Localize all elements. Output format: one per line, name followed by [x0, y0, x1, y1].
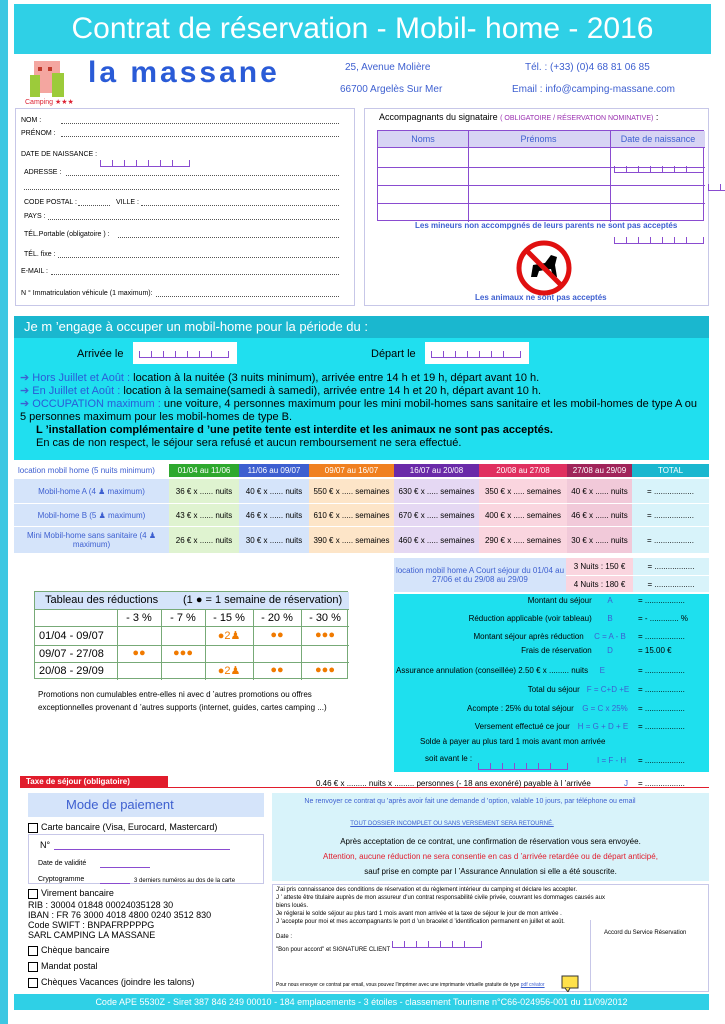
sign-date-field[interactable]: [392, 938, 482, 948]
red-r1-c20: ●●: [270, 629, 284, 641]
row-b-p3[interactable]: 610 € x ..... semaines: [309, 504, 394, 526]
renvoi-line-5: sauf prise en compte par l ’Assurance Annulation si elle a été souscrite.: [364, 867, 617, 876]
calc-reduction-code: B: [607, 614, 613, 623]
court-sejour-label: location mobil home A Court séjour du 01/04 au 27/06 et du 29/08 au 29/09: [394, 558, 566, 592]
promo-note: Promotions non cumulables entre-elles ni avec d ’autres promotions ou offres exceptionnelles provenant d ’autres supports (internet, guides, cartes camping ...): [38, 690, 327, 712]
cb-checkbox[interactable]: [28, 823, 38, 833]
rule3-text: une voiture, 4 personnes maximum pour les mini mobil-homes sans sanitaire et les mobil-homes de type A ou 5 personnes maximum pour les mobil-homes de type B.: [20, 398, 698, 423]
pay-cheque: [28, 945, 110, 956]
footer: Code APE 5530Z - Siret 387 846 249 00010 - 184 emplacements - 3 étoiles - classement Tourisme n°C66-024956-001 du 11/09/2012: [14, 994, 709, 1010]
accomp-note: ( OBLIGATOIRE / RÉSERVATION NOMINATIVE): [500, 115, 654, 122]
taxe-value[interactable]: = ..................: [638, 779, 685, 788]
red-r3-c20: ●●: [270, 664, 284, 676]
tarif-head-p4: 16/07 au 20/08: [394, 464, 479, 477]
sign-term-4: J ’accepte pour moi et mes accompagnants le port d ’un bracelet d ’identification permanent en juillet et août.: [276, 919, 565, 925]
calc-acompte: [394, 704, 634, 713]
address-line-1: 25, Avenue Molière: [345, 62, 431, 73]
row-mini-p3[interactable]: 390 € x ..... semaines: [309, 527, 394, 553]
row-mini-p2[interactable]: 30 € x ...... nuits: [239, 527, 309, 553]
stars-label: Camping ★★★: [25, 99, 74, 106]
swift: Code SWIFT : BNPAFRPPPPG: [28, 920, 155, 930]
accomp-table: [377, 130, 704, 221]
pays-field[interactable]: [48, 219, 339, 220]
mandat-label: Mandat postal: [41, 961, 98, 971]
calc-montant: [394, 596, 634, 605]
sarl: SARL CAMPING LA MASSANE: [28, 930, 156, 940]
minors-note: Les mineurs non accompgnés de leurs parents ne sont pas acceptés: [415, 221, 678, 230]
arrow-icon: ➔: [20, 385, 30, 397]
accomp-dob-4[interactable]: [614, 234, 704, 244]
adresse-field-2[interactable]: [24, 189, 339, 190]
rule1-label: Hors Juillet et Août :: [32, 372, 131, 384]
calc-montant-label: Montant du séjour: [527, 596, 592, 605]
crypto-field[interactable]: [100, 874, 130, 884]
red-r3-c30: ●●●: [315, 664, 335, 676]
reductions-legend: (1 ● = 1 semaine de réservation): [183, 594, 343, 606]
dob-label: DATE DE NAISSANCE :: [21, 151, 98, 158]
bank-details: [28, 900, 211, 940]
row-b-p4[interactable]: 670 € x ..... semaines: [394, 504, 479, 526]
court-4nuits-total[interactable]: = ..................: [633, 576, 709, 592]
cheque-checkbox[interactable]: [28, 946, 38, 956]
calc-montant-value[interactable]: = ..................: [638, 596, 685, 605]
pdf-note-text: Pour nous envoyer ce contrat par email, vous pouvez l'imprimer avec une imprimante virtuelle gratuite de type: [276, 982, 520, 988]
cheque-label: Chèque bancaire: [41, 945, 110, 955]
row-b-label: Mobil-home B (5 ♟ maximum): [14, 504, 169, 526]
red-r1-c30: ●●●: [315, 629, 335, 641]
pdf-creator-icon[interactable]: [560, 974, 580, 992]
solde-code: I = F - H: [597, 756, 627, 765]
virement-label: Virement bancaire: [41, 888, 114, 898]
court-4nuits[interactable]: 4 Nuits : 180 €: [566, 576, 633, 592]
solde-value[interactable]: = ..................: [638, 756, 685, 765]
rule2-text: location à la semaine(samedi à samedi), arrivée entre 14 h et 20 h, départ avant 10 h.: [123, 385, 542, 397]
prenom-label: PRÉNOM :: [21, 130, 56, 137]
row-b-p6[interactable]: 46 € x ...... nuits: [567, 504, 632, 526]
row-a-p3[interactable]: 550 € x ..... semaines: [309, 479, 394, 503]
calc-assurance-value[interactable]: = ..................: [638, 666, 685, 675]
depart-field[interactable]: [425, 342, 529, 364]
tarif-head-p1: 01/04 au 11/06: [169, 464, 239, 477]
calc-reduction-value[interactable]: = - ............. %: [638, 614, 689, 623]
row-a-p5[interactable]: 350 € x ..... semaines: [479, 479, 567, 503]
arrow-icon: ➔: [20, 372, 30, 384]
no-dogs-icon: [515, 239, 573, 297]
virement-checkbox[interactable]: [28, 889, 38, 899]
red-period-3: 20/08 - 29/09: [39, 665, 104, 677]
renvoi-line-1: Ne renvoyer ce contrat qu ’après avoir fait une demande d ’option, valable 10 jours, par téléphone ou email: [304, 798, 636, 805]
red-col-15: - 15 %: [213, 612, 245, 624]
row-b-p2[interactable]: 46 € x ...... nuits: [239, 504, 309, 526]
sign-term-3: Je réglerai le solde séjour au plus tard 1 mois avant mon arrivée et la taxe de séjour le jour de mon arrivée .: [276, 911, 562, 917]
accord-label: Accord du Service Réservation: [604, 930, 687, 936]
validite-label: Date de validité: [38, 860, 87, 867]
email-field[interactable]: [51, 274, 339, 275]
telfixe-label: TÉL. fixe :: [24, 251, 56, 258]
row-b-p1[interactable]: 43 € x ...... nuits: [169, 504, 239, 526]
rule5-text: En cas de non respect, le séjour sera refusé et aucun remboursement ne sera effectué.: [36, 437, 462, 449]
pay-mandat: [28, 961, 98, 972]
red-r1-c15: ●2♟: [217, 630, 241, 642]
row-mini-total[interactable]: = ..................: [632, 527, 709, 553]
calc-frais-code: D: [607, 646, 613, 655]
prenom-field[interactable]: [61, 136, 339, 137]
calc-acompte-value[interactable]: = ..................: [638, 704, 685, 713]
nom-label: NOM :: [21, 117, 42, 124]
calc-reduction-label: Réduction applicable (voir tableau): [468, 614, 592, 623]
renvoi-line-4: Attention, aucune réduction ne sera consentie en cas d ’arrivée retardée ou de départ anticipé,: [323, 852, 658, 861]
court-3nuits[interactable]: 3 Nuits : 150 €: [566, 558, 633, 575]
row-b-total[interactable]: = ..................: [632, 504, 709, 526]
ville-label: VILLE :: [116, 199, 139, 206]
row-mini-label: Mini Mobil-home sans sanitaire (4 ♟ maximum): [14, 527, 169, 553]
crypto-note: 3 derniers numéros au dos de la carte: [134, 878, 236, 884]
immat-field[interactable]: [156, 296, 339, 297]
tarif-head-p5: 20/08 au 27/08: [479, 464, 567, 477]
accomp-dob-2[interactable]: [708, 181, 725, 191]
calc-total: [394, 685, 634, 694]
crypto-label: Cryptogramme: [38, 876, 85, 883]
red-period-2: 09/07 - 27/08: [39, 648, 104, 660]
pay-virement: [28, 888, 114, 899]
cb-label: Carte bancaire (Visa, Eurocard, Mastercard): [41, 822, 218, 832]
calc-versement-label: Versement effectué ce jour: [474, 722, 570, 731]
calc-frais-label: Frais de réservation: [521, 646, 592, 655]
signature-label: "Bon pour accord" et SIGNATURE CLIENT: [276, 947, 391, 953]
calc-total-value[interactable]: = ..................: [638, 685, 685, 694]
arrivee-label: Arrivée le: [77, 348, 124, 360]
telfixe-field[interactable]: [58, 257, 339, 258]
engage-rules: [20, 372, 700, 450]
accomp-title: Accompagnants du signataire: [379, 112, 498, 122]
nom-field[interactable]: [61, 123, 339, 124]
pay-vacances: [28, 977, 194, 988]
row-a-p6[interactable]: 40 € x ...... nuits: [567, 479, 632, 503]
col-prenoms: Prénoms: [468, 131, 608, 148]
accomp-colon: :: [655, 112, 659, 122]
address-line-2: 66700 Argelès Sur Mer: [340, 84, 443, 95]
left-border: [0, 0, 8, 1024]
red-col-30: - 30 %: [309, 612, 341, 624]
client-info-box: [15, 108, 355, 306]
accomp-dob-1[interactable]: [614, 163, 704, 173]
tarif-head-label: location mobil home (5 nuits minimum): [14, 464, 169, 477]
rule4-text: L ’installation complémentaire d ’une petite tente est interdite et les animaux ne sont pas acceptés.: [36, 424, 553, 436]
iban: IBAN : FR 76 3000 4018 4800 0240 3512 830: [28, 910, 212, 920]
brand-name: la massane: [88, 56, 280, 89]
calc-acompte-code: G = C x 25%: [582, 704, 628, 713]
mandat-checkbox[interactable]: [28, 962, 38, 972]
calc-apres-value[interactable]: = ..................: [638, 632, 685, 641]
cp-label: CODE POSTAL :: [24, 199, 77, 206]
rule3-label: OCCUPATION maximum :: [32, 398, 161, 410]
sign-term-2: J ’ atteste être titulaire auprès de mon assureur d’un contrat responsabilité civile privée, couvrant les dommages causés aux biens loués.: [276, 895, 605, 909]
page-title: Contrat de réservation - Mobil- home - 2016: [14, 4, 711, 54]
row-a-p2[interactable]: 40 € x ...... nuits: [239, 479, 309, 503]
row-mini-p5[interactable]: 290 € x ..... semaines: [479, 527, 567, 553]
court-3nuits-total[interactable]: = ..................: [633, 558, 709, 575]
arrivee-field[interactable]: [133, 342, 237, 364]
card-number-field[interactable]: [54, 840, 230, 850]
calc-apres: [394, 632, 634, 641]
calc-reduction: [394, 614, 634, 623]
calc-montant-code: A: [607, 596, 613, 605]
row-a-p1[interactable]: 36 € x ...... nuits: [169, 479, 239, 503]
row-mini-p6[interactable]: 30 € x ...... nuits: [567, 527, 632, 553]
dob-field[interactable]: [100, 157, 190, 167]
calc-acompte-label: Acompte : 25% du total séjour: [467, 704, 574, 713]
red-r2-c7: ●●●: [173, 647, 193, 659]
pdf-creator-link[interactable]: pdf créator: [520, 982, 545, 988]
solde-line-1: Solde à payer au plus tard 1 mois avant mon arrivée: [420, 737, 606, 746]
ville-field[interactable]: [141, 205, 339, 206]
telport-label: TÉL.Portable (obligatoire ) :: [24, 231, 110, 238]
sign-terms: [276, 886, 616, 926]
red-r3-c15: ●2♟: [217, 665, 241, 677]
animals-note: Les animaux ne sont pas acceptés: [475, 293, 607, 302]
calc-frais-value: = 15.00 €: [638, 646, 672, 655]
red-col-20: - 20 %: [261, 612, 293, 624]
calc-frais: [394, 646, 634, 655]
vacances-checkbox[interactable]: [28, 978, 38, 988]
calc-assurance-code: E: [599, 666, 606, 675]
sign-date-label: Date :: [276, 934, 293, 940]
taxe-label: Taxe de séjour (obligatoire): [20, 776, 168, 787]
renvoi-line-2: TOUT DOSSIER INCOMPLET OU SANS VERSEMENT SERA RETOURNÉ.: [350, 821, 554, 827]
sign-term-1: J'ai pris connaissance des conditions de réservation et du règlement intérieur du camping et déclare les accepter.: [276, 887, 577, 893]
accomp-box: [364, 108, 709, 306]
red-r2-c3: ●●: [132, 647, 146, 659]
pdf-note: [276, 982, 545, 988]
immat-label: N ° Immatriculation véhicule (1 maximum):: [21, 290, 153, 297]
rule1-text: location à la nuitée (3 nuits minimum), arrivée entre 14 h et 19 h, départ avant 10 h.: [133, 372, 540, 384]
pays-label: PAYS :: [24, 213, 46, 220]
tarif-head-p3: 09/07 au 16/07: [309, 464, 394, 477]
adresse-label: ADRESSE :: [24, 169, 62, 176]
col-dob: Date de naissance: [610, 131, 705, 148]
cp-field[interactable]: [78, 205, 110, 206]
paiement-title: Mode de paiement: [28, 793, 264, 817]
row-mini-p1[interactable]: 26 € x ...... nuits: [169, 527, 239, 553]
adresse-field[interactable]: [66, 175, 339, 176]
row-b-p5[interactable]: 400 € x ..... semaines: [479, 504, 567, 526]
calc-versement-value[interactable]: = ..................: [638, 722, 685, 731]
tarif-table: [14, 464, 709, 554]
red-col-3: - 3 %: [126, 612, 152, 624]
calc-total-code: F = C+D +E: [586, 685, 630, 694]
reductions-table: [34, 591, 348, 679]
telport-field[interactable]: [118, 237, 339, 238]
renvoi-line-3: Après acceptation de ce contrat, une confirmation de réservation vous sera envoyée.: [340, 837, 641, 846]
phone: Tél. : (+33) (0)4 68 81 06 85: [525, 62, 650, 73]
engage-banner: Je m ’engage à occuper un mobil-home pour la période du :: [14, 316, 709, 338]
taxe-code: J: [624, 779, 628, 788]
vacances-label: Chèques Vacances (joindre les talons): [41, 977, 195, 987]
red-col-7: - 7 %: [170, 612, 196, 624]
validite-field[interactable]: [100, 858, 150, 868]
email-label: E-MAIL :: [21, 268, 48, 275]
pay-cb: [28, 822, 217, 833]
castle-logo-icon: [20, 55, 80, 103]
rib: RIB : 30004 01848 00024035128 30: [28, 900, 174, 910]
calc-versement: [394, 722, 634, 731]
depart-label: Départ le: [371, 348, 416, 360]
row-mini-p4[interactable]: 460 € x ..... semaines: [394, 527, 479, 553]
row-a-label: Mobil-home A (4 ♟ maximum): [14, 479, 169, 503]
calc-versement-code: H = G + D + E: [577, 722, 629, 731]
row-a-total[interactable]: = ..................: [632, 479, 709, 503]
red-period-1: 01/04 - 09/07: [39, 630, 104, 642]
taxe-text: 0.46 € x ......... nuits x ......... personnes (- 18 ans exonéré) payable à l ’arrivée: [316, 779, 591, 788]
rule2-label: En Juillet et Août :: [32, 385, 121, 397]
email[interactable]: Email : info@camping-massane.com: [512, 84, 675, 95]
calc-apres-label: Montant séjour après réduction: [473, 632, 584, 641]
arrow-icon: ➔: [20, 398, 30, 410]
calc-total-label: Total du séjour: [527, 685, 580, 694]
reductions-title: Tableau des réductions: [45, 594, 159, 606]
solde-label: soit avant le :: [425, 754, 473, 763]
tarif-head-total: TOTAL: [632, 464, 709, 477]
row-a-p4[interactable]: 630 € x ..... semaines: [394, 479, 479, 503]
card-number-label: N°: [40, 840, 51, 850]
calc-assurance-label: Assurance annulation (conseillée) 2.50 € x ......... nuits: [396, 666, 589, 675]
calc-assurance: [396, 666, 634, 675]
calc-apres-code: C = A - B: [594, 632, 626, 641]
tarif-head-p2: 11/06 au 09/07: [239, 464, 309, 477]
col-noms: Noms: [411, 134, 435, 144]
tarif-head-p6: 27/08 au 29/09: [567, 464, 632, 477]
solde-date-field[interactable]: [478, 760, 568, 770]
